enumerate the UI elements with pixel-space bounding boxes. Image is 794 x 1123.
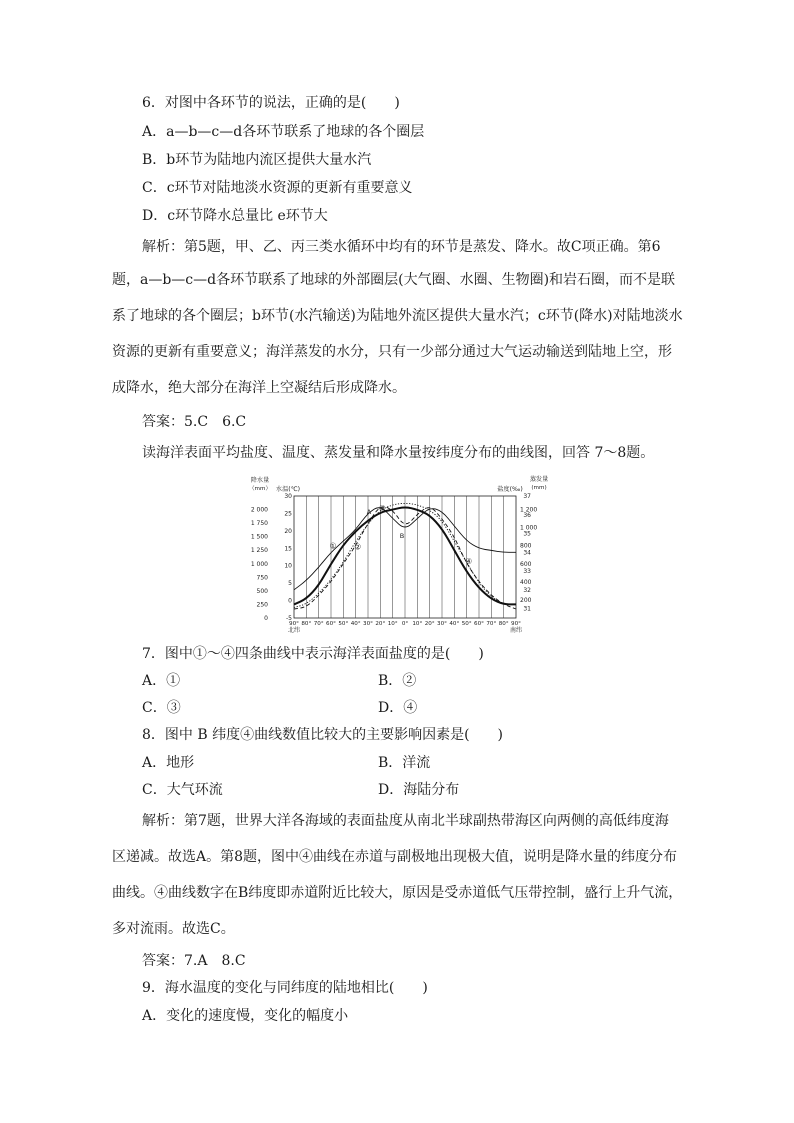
chart-evap-tick-label: 600 xyxy=(520,560,532,568)
analysis2-line: 多对流雨。故选C。 xyxy=(112,921,235,937)
chart-salinity-tick-label: 37 xyxy=(523,493,531,500)
chart-x-tick-label: 80° xyxy=(301,621,312,627)
analysis2-line: 曲线。④曲线数字在B纬度即赤道附近比较大，原因是受赤道低气压带控制，盛行上升气流， xyxy=(112,885,683,901)
q8-option-b: B．洋流 xyxy=(378,755,431,771)
chart-x-tick-label: 60° xyxy=(326,621,336,627)
chart-precip-axis-title: 降水量 xyxy=(250,477,270,484)
analysis1-line: 解析：第5题，甲、乙、丙三类水循环中均有的环节是蒸发、降水。故C项正确。第6 xyxy=(142,239,661,255)
chart-x-tick-label: 10° xyxy=(387,621,398,627)
chart-x-tick-label: 70° xyxy=(486,621,497,627)
chart-series-marker: ④ xyxy=(465,556,473,566)
chart-salinity-tick-label: 36 xyxy=(523,511,531,519)
chart-x-tick-label: 80° xyxy=(498,621,509,627)
q8-option-c: C．大气环流 xyxy=(142,782,223,798)
chart-temp-tick-label: 15 xyxy=(284,545,292,553)
analysis1-line: 资源的更新有重要意义；海洋蒸发的水分，只有一少部分通过大气运动输送到陆地上空，形 xyxy=(112,344,672,360)
chart-precip-tick-label: 1 250 xyxy=(250,547,268,555)
chart-temp-tick-label: 5 xyxy=(288,580,292,588)
chart-precip-tick-label: 1 750 xyxy=(250,520,268,528)
analysis1-line: 题，a—b—c—d各环节联系了地球的外部圈层(大气圈、水圈、生物圈)和岩石圈，而不是联 xyxy=(112,272,676,288)
chart-x-tick-label: 0° xyxy=(401,621,409,627)
analysis1-line: 成降水，绝大部分在海洋上空凝结后形成降水。 xyxy=(112,380,406,396)
chart-x-left-label: 北纬 xyxy=(287,627,301,634)
q7-option-a: A．① xyxy=(142,673,181,689)
chart-precip-tick-label: 750 xyxy=(256,574,268,582)
chart-salinity-axis-title: 盐度(‰) xyxy=(497,486,523,493)
chart-salinity-tick-label: 32 xyxy=(523,586,531,594)
q8-option-d: D．海陆分布 xyxy=(378,782,460,798)
latitude-distribution-chart xyxy=(248,474,548,638)
chart-temp-tick-label: 25 xyxy=(284,510,292,518)
chart-precip-axis-unit: （mm） xyxy=(248,486,272,492)
chart-temp-tick-label: 10 xyxy=(284,562,292,570)
chart-salinity-tick-label: 34 xyxy=(523,549,531,557)
chart-x-tick-label: 90° xyxy=(289,621,299,627)
q7-option-c: C．③ xyxy=(142,700,181,716)
q6-stem: 6．对图中各环节的说法，正确的是( ) xyxy=(142,95,400,111)
analysis1-line: 系了地球的各个圈层；b环节(水汽输送)为陆地外流区提供大量水汽；c环节(降水)对陆地淡水 xyxy=(112,308,683,324)
chart-series-marker: ③ xyxy=(378,504,386,514)
chart-evap-tick-label: 1 200 xyxy=(520,506,538,514)
analysis2-line: 解析：第7题，世界大洋各海域的表面盐度从南北半球副热带海区向两侧的高低纬度海 xyxy=(142,813,669,829)
chart-x-tick-label: 40° xyxy=(350,621,361,627)
q7-stem: 7．图中①～④四条曲线中表示海洋表面盐度的是( ) xyxy=(142,646,484,662)
chart-x-tick-label: 20° xyxy=(375,621,386,627)
chart-x-tick-label: 30° xyxy=(363,621,373,627)
q6-option-a: A．a—b—c—d各环节联系了地球的各个圈层 xyxy=(142,124,425,140)
chart-x-right-label: 南纬 xyxy=(509,627,523,634)
chart-evap-tick-label: 800 xyxy=(520,542,532,550)
q6-option-c: C．c环节对陆地淡水资源的更新有重要意义 xyxy=(142,180,413,196)
q6-option-d: D．c环节降水总量比 e环节大 xyxy=(142,208,328,224)
chart-evap-tick-label: 400 xyxy=(520,578,532,586)
chart-evap-axis-unit: (mm) xyxy=(531,485,547,491)
answer1: 答案：5.C 6.C xyxy=(142,414,247,430)
chart-point-label-a: A xyxy=(366,508,372,516)
chart-x-tick-label: 30° xyxy=(437,621,447,627)
chart-x-tick-label: 50° xyxy=(338,621,349,627)
chart-salinity-tick-label: 31 xyxy=(523,605,531,613)
chart-x-tick-label: 70° xyxy=(313,621,324,627)
q8-stem: 8．图中 B 纬度④曲线数值比较大的主要影响因素是( ) xyxy=(142,727,504,743)
chart-x-tick-label: 40° xyxy=(449,621,460,627)
chart-evap-tick-label: 1 000 xyxy=(520,524,538,532)
chart-salinity-tick-label: 35 xyxy=(523,530,531,538)
chart-x-tick-label: 90° xyxy=(511,621,521,627)
answer2: 答案：7.A 8.C xyxy=(142,953,246,969)
chart-point-label-b: B xyxy=(399,532,405,540)
q7-option-d: D．④ xyxy=(378,700,418,716)
chart-intro: 读海洋表面平均盐度、温度、蒸发量和降水量按纬度分布的曲线图，回答 7～8题。 xyxy=(142,445,655,461)
chart-precip-tick-label: 0 xyxy=(264,615,268,622)
chart-precip-tick-label: 500 xyxy=(256,587,268,595)
chart-temp-tick-label: 0 xyxy=(288,597,292,605)
chart-series-marker: ② xyxy=(354,542,362,552)
chart-x-tick-label: 20° xyxy=(424,621,435,627)
chart-evap-axis-title: 蒸发量 xyxy=(529,476,548,483)
chart-precip-tick-label: 1 000 xyxy=(250,560,268,568)
chart-x-tick-label: 50° xyxy=(461,621,472,627)
chart-x-tick-label: 60° xyxy=(474,621,484,627)
chart-x-tick-label: 10° xyxy=(412,621,423,627)
chart-series-marker: ① xyxy=(329,541,337,551)
chart-temp-tick-label: 30 xyxy=(284,493,292,500)
analysis2-line: 区递减。故选A。第8题，图中④曲线在赤道与副极地出现极大值，说明是降水量的纬度分布 xyxy=(112,849,678,865)
chart-temp-tick-label: 20 xyxy=(284,527,292,535)
chart-precip-tick-label: 1 500 xyxy=(250,533,268,541)
q9-stem: 9．海水温度的变化与同纬度的陆地相比( ) xyxy=(142,980,428,996)
q7-option-b: B．② xyxy=(378,673,417,689)
chart-temp-axis-title: 水温(℃) xyxy=(275,486,301,493)
chart-salinity-tick-label: 33 xyxy=(523,568,531,576)
chart-precip-tick-label: 2 000 xyxy=(250,506,268,514)
chart-precip-tick-label: 250 xyxy=(256,601,268,609)
chart-temp-tick-label: -5 xyxy=(286,615,292,622)
q8-option-a: A．地形 xyxy=(142,755,195,771)
q6-option-b: B．b环节为陆地内流区提供大量水汽 xyxy=(142,152,372,168)
chart-evap-tick-label: 200 xyxy=(520,596,532,604)
q9-option-a: A．变化的速度慢，变化的幅度小 xyxy=(142,1008,349,1024)
